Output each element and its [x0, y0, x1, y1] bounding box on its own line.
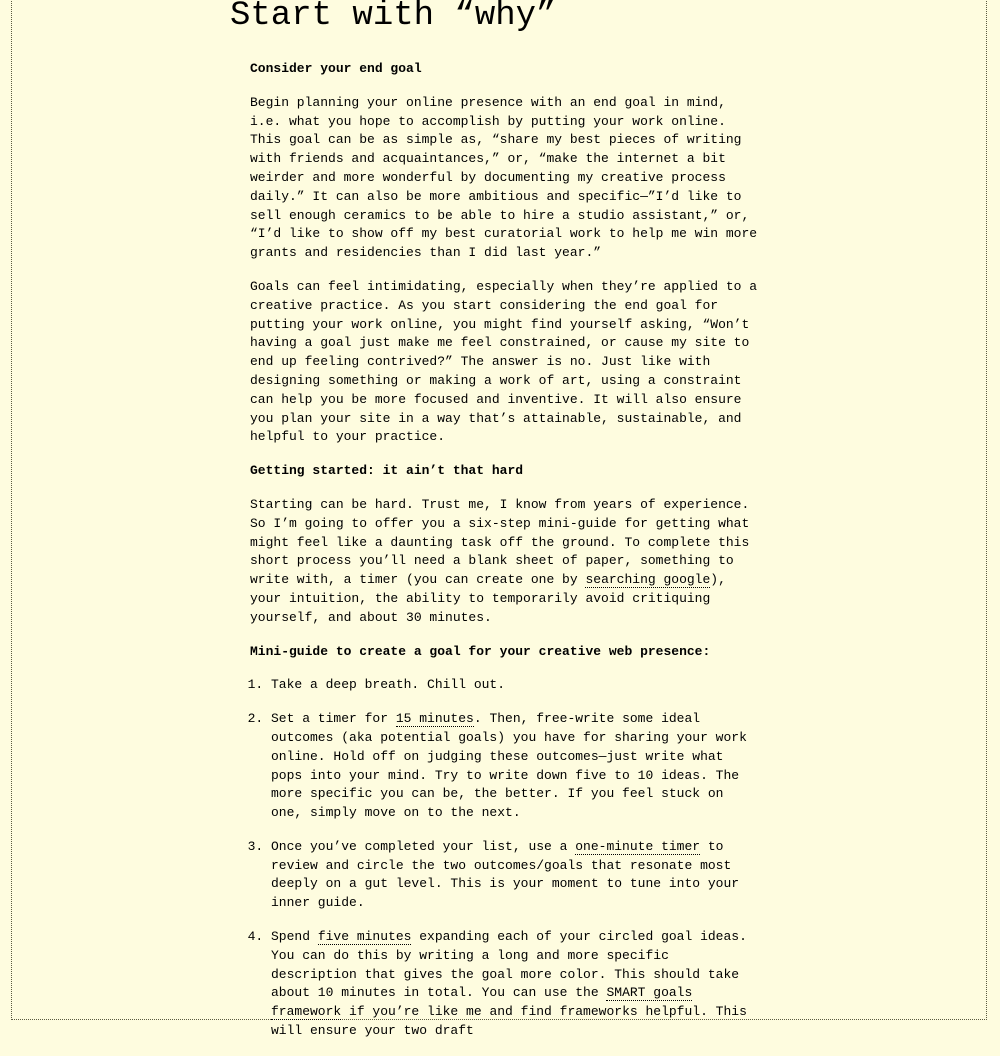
smart-goals-framework-link[interactable]: SMART goals framework [271, 985, 693, 1020]
step-text: . Then, free-write some ideal outcomes (aka potential goals) you have for sharing your work online. Hold off on judging these outcomes—just write what pops into your mind. Try to write down five to 10 ideas. The more specific you can be, the better. If you feel stuck on one, simply move on to the next. [271, 711, 747, 821]
step-text: Once you’ve completed your list, use a [271, 838, 576, 854]
list-item [271, 838, 760, 913]
list-item [271, 928, 760, 1041]
step-text: Set a timer for [271, 711, 396, 727]
page-title: Start with “why” [230, 0, 557, 35]
searching-google-link[interactable]: searching google [585, 572, 711, 588]
paragraph-text: Starting can be hard. Trust me, I know from years of experience. So I’m going to offer you a six-step mini-guide for getting what might feel like a daunting task off the ground. To complete this short process you’ll need a blank sheet of paper, something to write with, a timer (you can create one by [250, 496, 750, 588]
section-heading-getting-started: Getting started: it ain’t that hard [250, 463, 524, 479]
mini-guide-steps [250, 676, 760, 1041]
section-heading-mini-guide: Mini-guide to create a goal for your creative web presence: [250, 643, 711, 659]
step-text: expanding each of your circled goal ideas. You can do this by writing a long and more specific description that gives the goal more color. This should take about 10 minutes in total. You can use the [271, 929, 747, 1001]
paragraph-end-goal: Begin planning your online presence with an end goal in mind, i.e. what you hope to accomplish by putting your work online. This goal can be as simple as, “share my best pieces of writing with friends and acquaintances,” or, “make the internet a bit weirder and more wonderful by documenting my creative process daily.” It can also be more ambitious and specific—”I’d like to sell enough ceramics to be able to hire a studio assistant,” or, “I’d like to show off my best curatorial work to help me win more grants and residencies than I did last year.” [250, 94, 758, 261]
step-text: to review and circle the two outcomes/goals that resonate most deeply on a gut level. This is your moment to tune into your inner guide. [271, 838, 740, 911]
fifteen-minutes-link[interactable]: 15 minutes [395, 711, 474, 727]
list-item [271, 676, 760, 695]
paragraph-text: ), your intuition, the ability to temporarily avoid critiquing yourself, and about 30 minutes. [250, 572, 726, 625]
paragraph-goals-intimidating: Goals can feel intimidating, especially when they’re applied to a creative practice. As you start considering the end goal for putting your work online, you might find yourself asking, “Won’t having a goal just make me feel constrained, or cause my site to end up feeling contrived?” The answer is no. Just like with designing something or making a work of art, using a constraint can help you be more focused and inventive. It will also ensure you plan your site in a way that’s attainable, sustainable, and helpful to your practice. [250, 278, 758, 445]
list-item [271, 710, 760, 823]
article-body [250, 60, 760, 1056]
step-text: Spend [271, 929, 318, 945]
five-minutes-link[interactable]: five minutes [317, 929, 412, 945]
section-heading-end-goal: Consider your end goal [250, 61, 422, 76]
step-text: if you’re like me and find frameworks helpful. This will ensure your two draft [271, 1004, 747, 1039]
step-text: Take a deep breath. Chill out. [271, 677, 506, 693]
one-minute-timer-link[interactable]: one-minute timer [575, 838, 701, 854]
paragraph-getting-started [250, 496, 760, 628]
